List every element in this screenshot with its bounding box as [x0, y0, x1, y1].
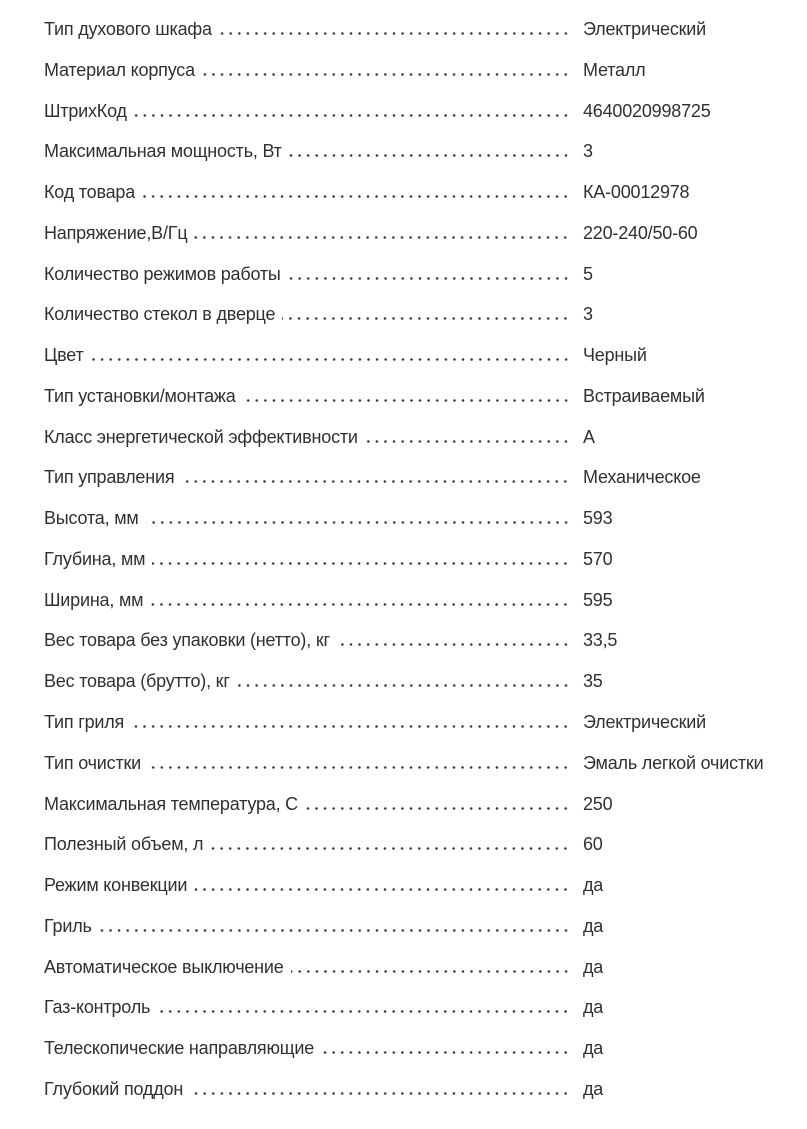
spec-value: да: [583, 915, 604, 936]
dot-leader: [134, 114, 570, 117]
spec-label: ШтрихКод: [44, 100, 127, 121]
spec-value: 60: [583, 834, 603, 855]
spec-row: [0, 700, 807, 741]
spec-label: Режим конвекции: [44, 875, 188, 896]
spec-value: 33,5: [583, 630, 618, 651]
spec-value: 3: [583, 304, 593, 325]
dot-leader: [243, 399, 570, 402]
spec-value: 3: [583, 141, 593, 162]
spec-value: КА-00012978: [583, 182, 690, 203]
dot-leader: [152, 562, 570, 565]
dot-leader: [194, 888, 570, 891]
spec-label: Газ-контроль: [44, 997, 151, 1018]
spec-label: Материал корпуса: [44, 59, 195, 80]
spec-label: Глубина, мм: [44, 548, 146, 569]
spec-value: 570: [583, 548, 613, 569]
spec-label: Автоматическое выключение: [44, 956, 284, 977]
spec-row: [0, 578, 807, 619]
spec-row: [0, 741, 807, 782]
dot-leader: [365, 440, 570, 443]
spec-row: [0, 782, 807, 823]
dot-leader: [91, 358, 570, 361]
dot-leader: [131, 725, 570, 728]
spec-label: Глубокий поддон: [44, 1078, 184, 1099]
spec-label: Максимальная мощность, Вт: [44, 141, 282, 162]
dot-leader: [202, 73, 570, 76]
spec-label: Код товара: [44, 182, 136, 203]
spec-label: Гриль: [44, 915, 92, 936]
dot-leader: [305, 807, 570, 810]
spec-value: 4640020998725: [583, 100, 711, 121]
spec-row: [0, 129, 807, 170]
spec-label: Класс энергетической эффективности: [44, 426, 358, 447]
spec-label: Телескопические направляющие: [44, 1038, 315, 1059]
spec-row: [0, 292, 807, 333]
spec-value: 593: [583, 508, 613, 529]
spec-value: да: [583, 875, 604, 896]
spec-value: да: [583, 997, 604, 1018]
spec-value: 5: [583, 263, 593, 284]
spec-value: 250: [583, 793, 613, 814]
spec-row: [0, 1067, 807, 1108]
spec-label: Тип установки/монтажа: [44, 385, 236, 406]
spec-row: [0, 537, 807, 578]
spec-label: Тип очистки: [44, 752, 142, 773]
dot-leader: [157, 1010, 570, 1013]
spec-table: [0, 7, 807, 1108]
spec-row: [0, 618, 807, 659]
spec-row: [0, 659, 807, 700]
spec-value: Черный: [583, 345, 647, 366]
dot-leader: [146, 521, 570, 524]
spec-label: Полезный объем, л: [44, 834, 204, 855]
spec-row: [0, 496, 807, 537]
spec-row: [0, 333, 807, 374]
spec-row: [0, 455, 807, 496]
spec-row: [0, 863, 807, 904]
dot-leader: [99, 929, 570, 932]
spec-value: 220-240/50-60: [583, 222, 698, 243]
dot-leader: [142, 195, 570, 198]
dot-leader: [282, 317, 570, 320]
spec-value: 595: [583, 589, 613, 610]
spec-row: [0, 170, 807, 211]
spec-row: [0, 211, 807, 252]
spec-value: да: [583, 956, 604, 977]
spec-value: Эмаль легкой очистки: [583, 752, 764, 773]
dot-leader: [150, 603, 570, 606]
dot-leader: [148, 766, 570, 769]
spec-label: Максимальная температура, С: [44, 793, 298, 814]
dot-leader: [289, 154, 570, 157]
spec-value: да: [583, 1078, 604, 1099]
dot-leader: [210, 847, 570, 850]
spec-value: Металл: [583, 59, 646, 80]
spec-row: [0, 48, 807, 89]
spec-label: Тип духового шкафа: [44, 19, 212, 39]
spec-value: 35: [583, 671, 603, 692]
dot-leader: [337, 643, 570, 646]
spec-row: [0, 985, 807, 1026]
spec-value: Электрический: [583, 712, 707, 733]
dot-leader: [181, 480, 570, 483]
spec-label: Напряжение,В/Гц: [44, 222, 188, 243]
spec-label: Тип управления: [44, 467, 175, 488]
spec-row: [0, 252, 807, 293]
spec-label: Ширина, мм: [44, 589, 144, 610]
spec-value: А: [583, 426, 595, 447]
dot-leader: [219, 32, 570, 35]
spec-row: [0, 1026, 807, 1067]
dot-leader: [190, 1092, 570, 1095]
dot-leader: [194, 236, 570, 239]
spec-label: Вес товара (брутто), кг: [44, 671, 230, 692]
spec-label: Количество режимов работы: [44, 263, 281, 284]
dot-leader: [321, 1051, 570, 1054]
spec-label: Вес товара без упаковки (нетто), кг: [44, 630, 330, 651]
spec-row: [0, 822, 807, 863]
spec-value: Электрический: [583, 19, 707, 39]
dot-leader: [237, 684, 570, 687]
spec-row: [0, 7, 807, 48]
spec-row: [0, 904, 807, 945]
dot-leader: [288, 277, 570, 280]
spec-value: Встраиваемый: [583, 385, 705, 406]
spec-value: да: [583, 1038, 604, 1059]
spec-value: Механическое: [583, 467, 701, 488]
spec-label: Высота, мм: [44, 508, 139, 529]
spec-label: Цвет: [44, 345, 84, 366]
spec-label: Тип гриля: [44, 712, 125, 733]
dot-leader: [291, 970, 570, 973]
spec-row: [0, 89, 807, 130]
spec-row: [0, 945, 807, 986]
spec-row: [0, 374, 807, 415]
spec-row: [0, 415, 807, 456]
spec-label: Количество стекол в дверце: [44, 304, 276, 325]
